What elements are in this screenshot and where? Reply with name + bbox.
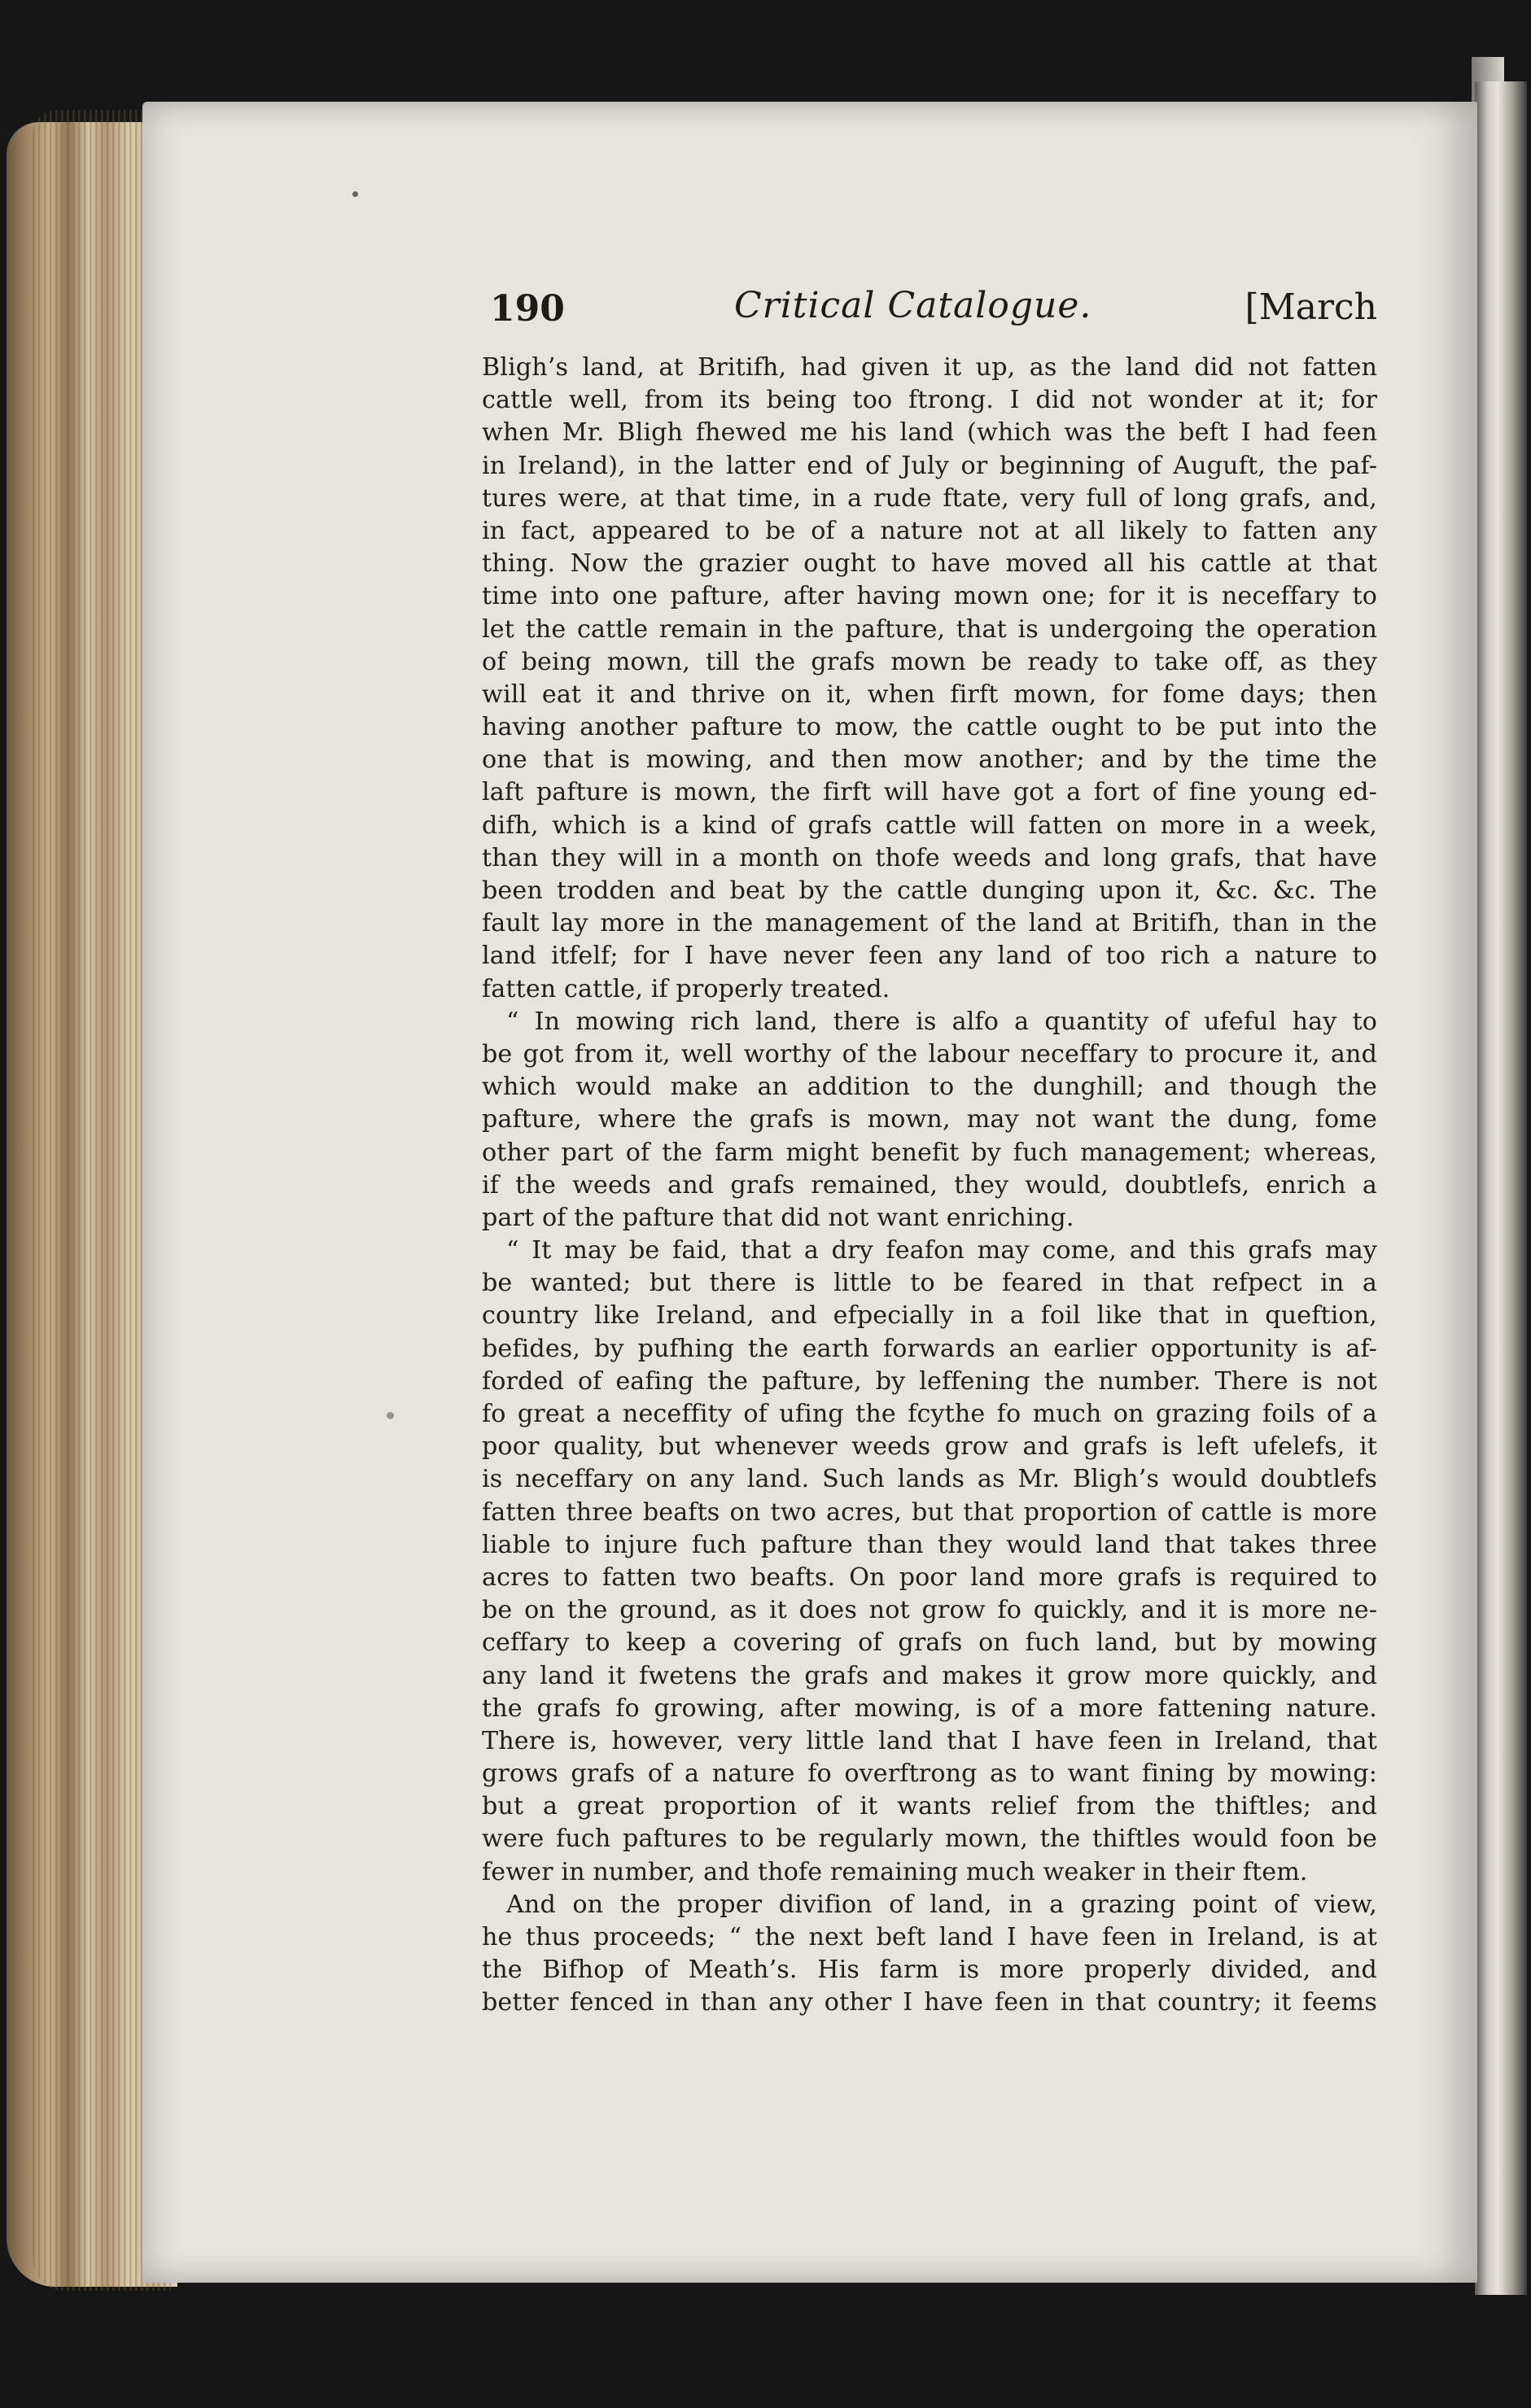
text-line: grows grafs of a nature fo overftrong as to want fining by mowing: — [482, 1759, 1377, 1789]
text-line: be wanted; but there is little to be feared in that refpect in a — [482, 1269, 1377, 1298]
text-line: in fact, appeared to be of a nature not at all likely to fatten any — [482, 516, 1377, 545]
text-line: time into one pafture, after having mown one; for it is neceffary to — [482, 582, 1377, 611]
page-number: 190 — [490, 288, 565, 330]
text-line: land itfelf; for I have never feen any land of too rich a nature to — [482, 942, 1377, 971]
text-line: is neceffary on any land. Such lands as Mr. Bligh’s would doubtlefs — [482, 1465, 1377, 1494]
page-title: Critical Catalogue. — [734, 285, 1092, 326]
running-head — [490, 283, 1377, 340]
text-line: the grafs fo growing, after mowing, is of a more fattening nature. — [482, 1693, 1377, 1723]
text-line: difh, which is a kind of grafs cattle will fatten on more in a week, — [482, 811, 1377, 840]
text-line: be on the ground, as it does not grow fo quickly, and it is more ne- — [482, 1596, 1377, 1625]
text-line: better fenced in than any other I have feen in that country; it feems — [482, 1988, 1377, 2017]
text-line: one that is mowing, and then mow another; and by the time the — [482, 745, 1377, 775]
text-line: in Ireland), in the latter end of July or beginning of Auguft, the paf- — [482, 451, 1377, 480]
text-line: let the cattle remain in the pafture, that is undergoing the operation — [482, 614, 1377, 644]
text-line: will eat it and thrive on it, when firft mown, for fome days; then — [482, 680, 1377, 709]
text-line: than they will in a month on thofe weeds and long grafs, that have — [482, 843, 1377, 872]
text-line: were fuch paftures to be regularly mown, the thiftles would foon be — [482, 1825, 1377, 1854]
text-line: of being mown, till the grafs mown be ready to take off, as they — [482, 647, 1377, 676]
text-line: poor quality, but whenever weeds grow and grafs is left ufelefs, it — [482, 1432, 1377, 1462]
text-line: been trodden and beat by the cattle dunging upon it, &c. &c. The — [482, 876, 1377, 905]
text-line: thing. Now the grazier ought to have moved all his cattle at that — [482, 549, 1377, 579]
text-line: fewer in number, and thofe remaining much weaker in their ftem. — [482, 1857, 1308, 1886]
body-text — [482, 352, 1377, 2020]
text-line: be got from it, well worthy of the labour neceffary to procure it, and — [482, 1039, 1377, 1069]
text-line: “ In mowing rich land, there is alfo a quantity of ufeful hay to — [506, 1007, 1377, 1036]
text-line: Bligh’s land, at Britifh, had given it up, as the land did not fatten — [482, 353, 1377, 382]
page-month: [March — [1244, 286, 1377, 328]
text-line: There is, however, very little land that I have feen in Ireland, that — [482, 1726, 1377, 1755]
text-line: if the weeds and grafs remained, they would, doubtlefs, enrich a — [482, 1170, 1377, 1200]
text-line: forded of eafing the pafture, by leffening the number. There is not — [482, 1366, 1377, 1396]
text-line: And on the proper divifion of land, in a grazing point of view, — [506, 1890, 1377, 1919]
text-line: befides, by pufhing the earth forwards an earlier opportunity is af- — [482, 1334, 1377, 1363]
page-speck — [352, 191, 358, 197]
text-line: pafture, where the grafs is mown, may not want the dung, fome — [482, 1105, 1377, 1134]
text-line: “ It may be faid, that a dry feafon may come, and this grafs may — [506, 1236, 1377, 1265]
text-line: cattle well, from its being too ftrong. I did not wonder at it; for — [482, 386, 1377, 415]
text-line: fatten cattle, if properly treated. — [482, 974, 890, 1003]
text-line: acres to fatten two beafts. On poor land more grafs is required to — [482, 1562, 1377, 1592]
text-line: he thus proceeds; “ the next beft land I have feen in Ireland, is at — [482, 1923, 1377, 1951]
text-line: having another pafture to mow, the cattle ought to be put into the — [482, 713, 1377, 742]
text-line: ceffary to keep a covering of grafs on fuch land, but by mowing — [482, 1628, 1377, 1658]
text-line: but a great proportion of it wants relief from the thiftles; and — [482, 1792, 1377, 1821]
text-line: tures were, at that time, in a rude ftate, very full of long grafs, and, — [482, 483, 1377, 513]
text-line: laft pafture is mown, the firft will have got a fort of fine young ed- — [482, 778, 1377, 807]
text-line: when Mr. Bligh fhewed me his land (which was the beft I had feen — [482, 418, 1377, 448]
text-line: liable to injure fuch pafture than they would land that takes three — [482, 1530, 1377, 1559]
right-page-edge — [1475, 81, 1527, 2295]
text-line: part of the pafture that did not want enriching. — [482, 1203, 1074, 1232]
text-line: other part of the farm might benefit by fuch management; whereas, — [482, 1138, 1377, 1167]
text-line: fault lay more in the management of the land at Britifh, than in the — [482, 909, 1377, 938]
text-line: fatten three beafts on two acres, but that proportion of cattle is more — [482, 1497, 1377, 1527]
text-line: which would make an addition to the dunghill; and though the — [482, 1073, 1377, 1102]
text-line: country like Ireland, and efpecially in a foil like that in queftion, — [482, 1301, 1377, 1331]
text-line: fo great a neceffity of ufing the fcythe fo much on grazing foils of a — [482, 1400, 1377, 1428]
page-speck — [387, 1412, 394, 1419]
text-line: any land it fwetens the grafs and makes it grow more quickly, and — [482, 1661, 1377, 1690]
text-line: the Bifhop of Meath’s. His farm is more properly divided, and — [482, 1956, 1377, 1985]
